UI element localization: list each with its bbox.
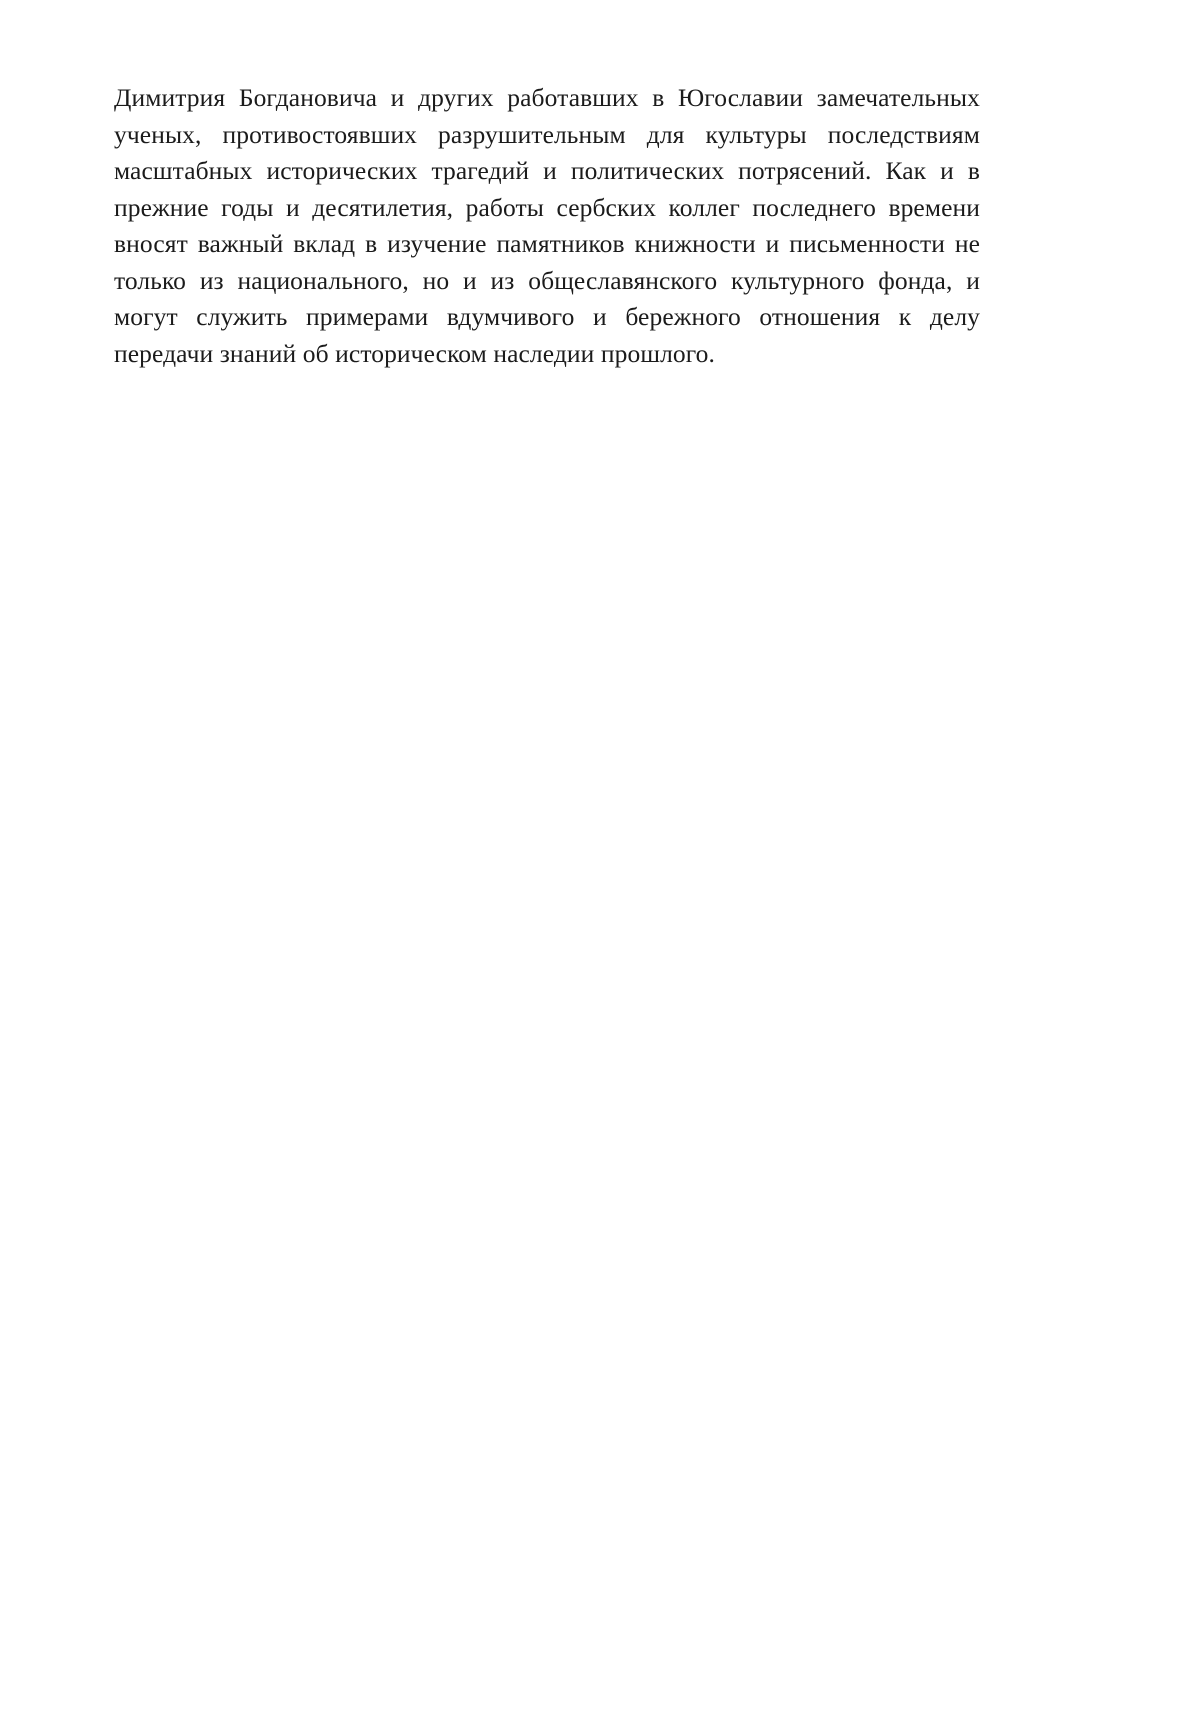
body-text-block: [114, 80, 980, 372]
paragraph-continuation: Димитрия Богдановича и других работавших в Югославии замечательных ученых, противостоявших разрушительным для культуры последствиям масштабных исторических трагедий и политических потрясений. Как и в прежние годы и десятилетия, работы сербских коллег последнего времени вносят важный вклад в изучение памятников книжности и письменности не только из национального, но и из общеславянского культурного фонда, и могут служить примерами вдумчивого и бережного отношения к делу передачи знаний об историческом наследии прошлого.: [114, 83, 980, 368]
